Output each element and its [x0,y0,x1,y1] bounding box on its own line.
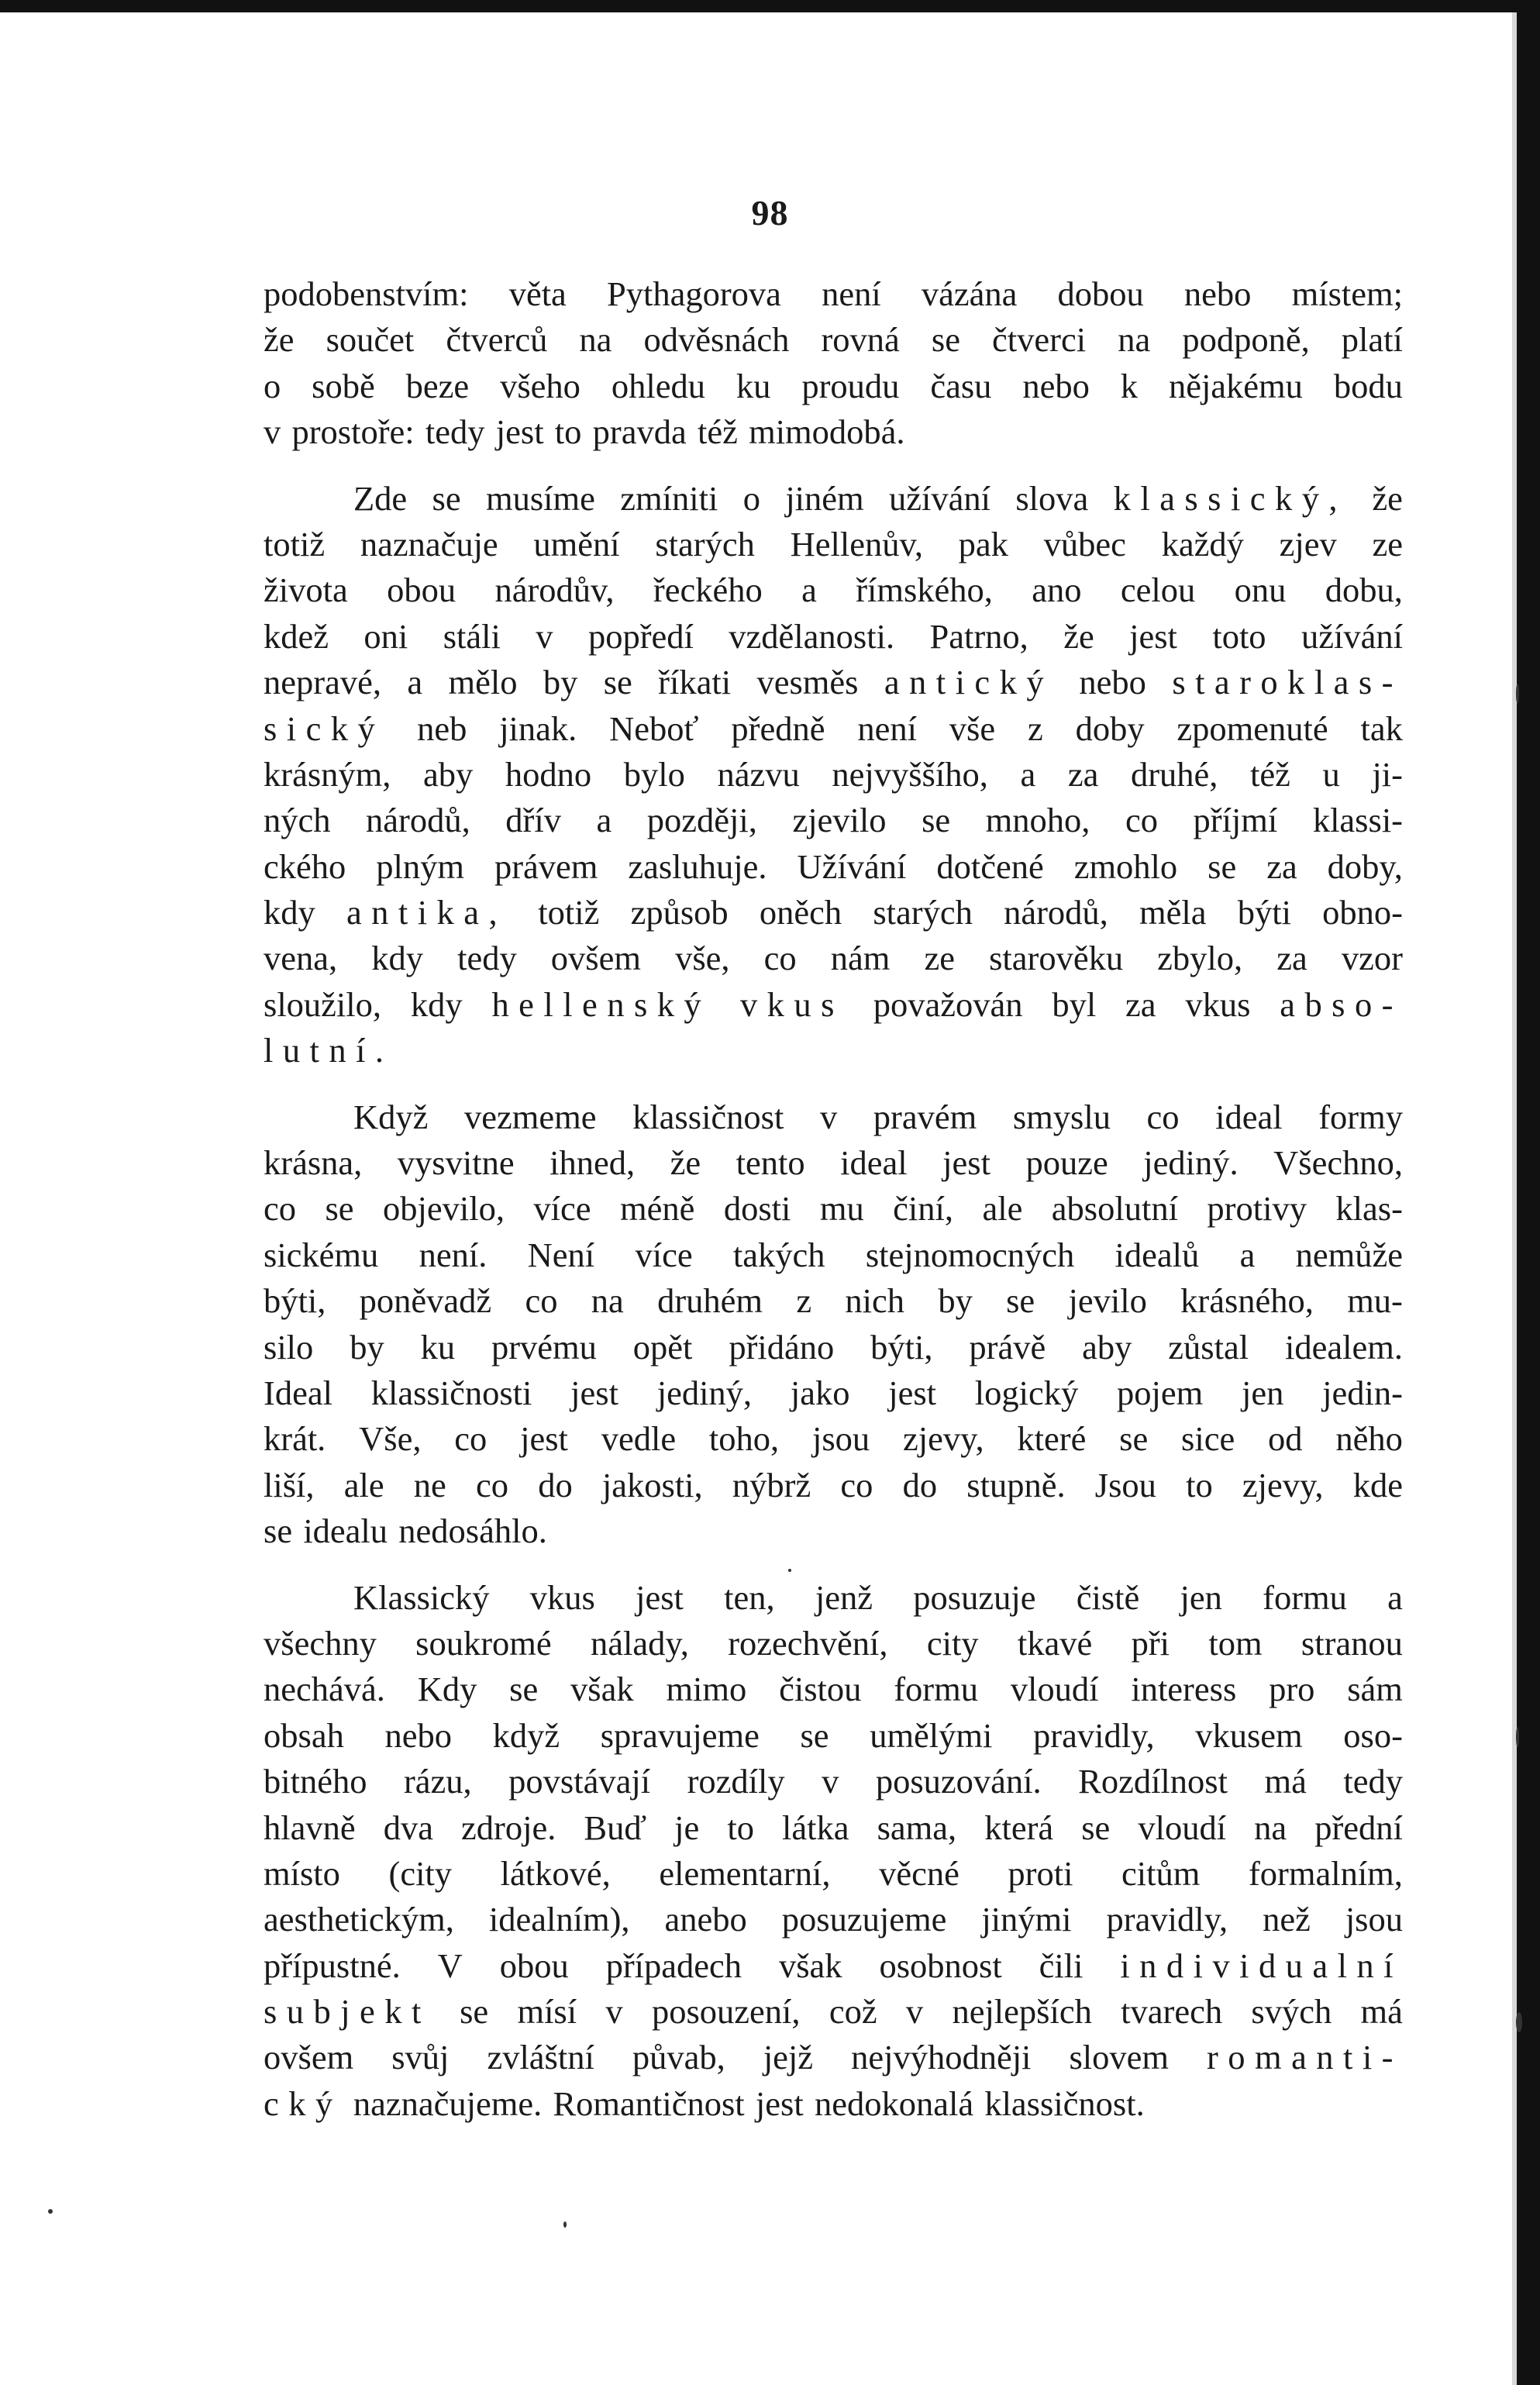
text-line: že součet čtverců na odvěsnách rovná se čtverci na podponě, platí [264,320,1403,360]
text-line: života obou národův, řeckého a římského, ano celou onu dobu, [264,570,1403,610]
text-line: místo (city látkové, elementarní, věcné proti citům formalním, [264,1853,1403,1893]
text-line: ovšem svůj zvláštní půvab, jejž nejvýhodněji slovem romanti- [264,2038,1403,2077]
text-line: aesthetickým, idealním), anebo posuzujeme jinými pravidly, než jsou [264,1900,1403,1939]
text-line: obsah nebo když spravujeme se umělými pravidly, vkusem oso- [264,1715,1403,1755]
text-line: podobenstvím: věta Pythagorova není vázána dobou nebo místem; [264,274,1403,313]
text-line: býti, poněvadž co na druhém z nich by se jevilo krásného, mu- [264,1281,1403,1321]
text-line: nechává. Kdy se však mimo čistou formu vloudí interess pro sám [264,1670,1403,1709]
text-line: Klassický vkus jest ten, jenž posuzuje čistě jen formu a [353,1577,1403,1617]
text-line: krát. Vše, co jest vedle toho, jsou zjevy, které se sice od něho [264,1419,1403,1459]
text-line: vena, kdy tedy ovšem vše, co nám ze starověku zbylo, za vzor [264,939,1403,978]
text-line: sickému není. Není více takých stejnomocných idealů a nemůže [264,1235,1403,1274]
text-line: nepravé, a mělo by se říkati vesměs antický nebo staroklas- [264,663,1403,702]
text-line: kdy antika, totiž způsob oněch starých národů, měla býti obno- [264,893,1403,932]
text-line: o sobě beze všeho ohledu ku proudu času nebo k nějakému bodu [264,366,1403,405]
text-line: Zde se musíme zmíniti o jiném užívání slova klassický, že [353,478,1403,518]
text-line: kdež oni stáli v popředí vzdělanosti. Patrno, že jest toto užívání [264,616,1403,656]
page-number: 98 [751,193,789,233]
text-line: bitného rázu, povstávají rozdíly v posuzování. Rozdílnost má tedy [264,1762,1403,1801]
text-line: sický neb jinak. Neboť předně není vše z doby zpomenuté tak [264,708,1403,748]
text-line: cký naznačujeme. Romantičnost jest nedokonalá klassičnost. [264,2083,1145,2123]
text-line: totiž naznačuje umění starých Hellenův, pak vůbec každý zjev ze [264,524,1403,564]
text-line: co se objevilo, více méně dosti mu činí, ale absolutní protivy klas- [264,1189,1403,1229]
text-line: Když vezmeme klassičnost v pravém smyslu co ideal formy [353,1097,1403,1136]
text-line: silo by ku prvému opět přidáno býti, právě aby zůstal idealem. [264,1327,1403,1367]
body-text [264,271,1403,2127]
paragraph-gap [264,456,1403,476]
text-line: všechny soukromé nálady, rozechvění, city tkavé při tom stranou [264,1623,1403,1663]
text-line: v prostoře: tedy jest to pravda též mimodobá. [264,412,905,452]
paragraph-gap [264,1074,1403,1094]
paragraph-gap [264,1555,1403,1575]
text-line: subjekt se mísí v posouzení, což v nejlepších tvarech svých má [264,1992,1403,2032]
text-line: přípustné. V obou případech však osobnost čili individualní [264,1946,1403,1985]
text-line: ných národů, dřív a později, zjevilo se mnoho, co příjmí klassi- [264,801,1403,840]
text-line: liší, ale ne co do jakosti, nýbrž co do stupně. Jsou to zjevy, kde [264,1465,1403,1504]
text-line: lutní. [264,1031,394,1070]
text-line: ckého plným právem zasluhuje. Užívání dotčené zmohlo se za doby, [264,846,1403,886]
scan-edge-top [0,0,1540,12]
text-line: sloužilo, kdy hellenský vkus považován byl za vkus abso- [264,984,1403,1024]
text-line: hlavně dva zdroje. Buď je to látka sama, která se vloudí na přední [264,1808,1403,1847]
text-line: se idealu nedosáhlo. [264,1511,547,1551]
text-line: Ideal klassičnosti jest jediný, jako jest logický pojem jen jedin- [264,1373,1403,1412]
text-line: krásna, vysvitne ihned, že tento ideal jest pouze jediný. Všechno, [264,1143,1403,1183]
text-line: krásným, aby hodno bylo názvu nejvyššího, a za druhé, též u ji- [264,754,1403,794]
